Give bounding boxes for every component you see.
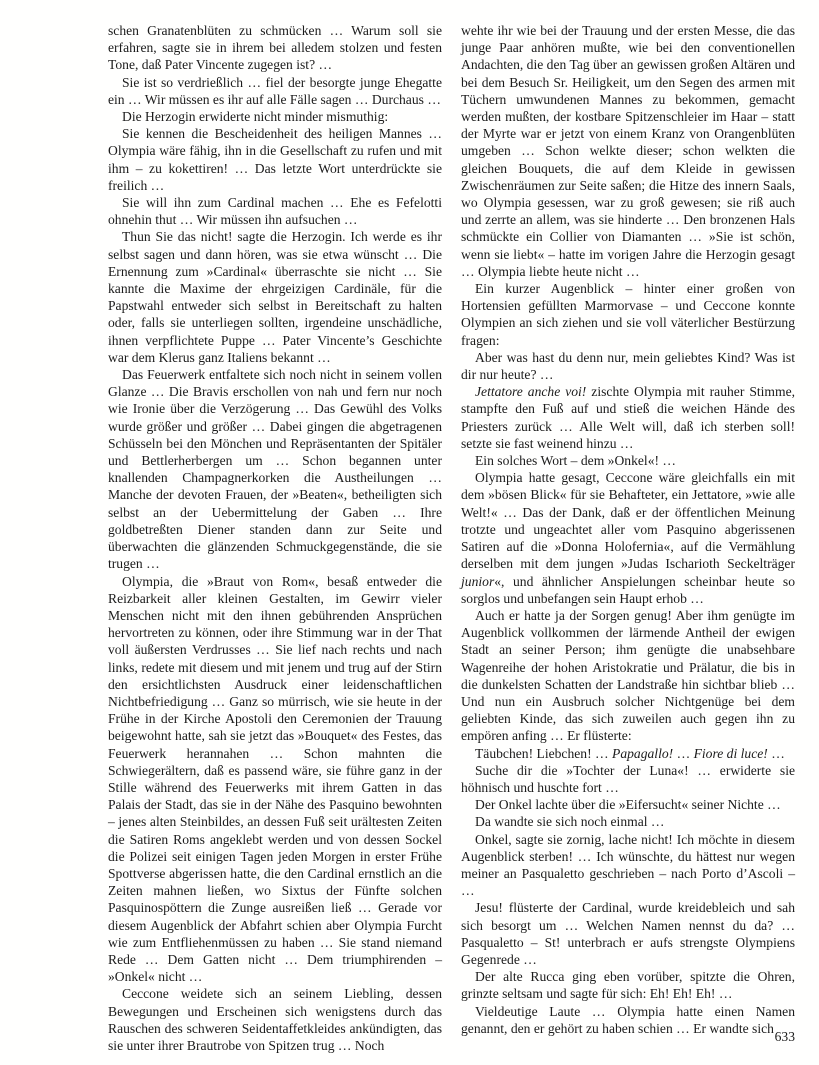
- page-number: 633: [774, 1029, 795, 1044]
- body-text: Ein solches Wort – dem »Onkel«! …: [475, 453, 677, 469]
- body-text: Thun Sie das nicht! sagte die Herzogin. Ich werde es ihr selbst sagen und dann hören, was sie etwa wünscht … Die Ernennung zum »Cardinal« überraschte sie nicht … Sie kannte die Maxime der ehrgeizigen Cardinäle, für die Papstwahl entweder sich selbst in Bereitschaft zu halten oder, falls sie unterliegen sollten, irgendeine unschädliche, ihnen verpflichtete Puppe … Pater Vincente’s Geschichte war dem Klerus ganz Italiens bekannt …: [108, 229, 442, 365]
- body-text: Die Herzogin erwiderte nicht minder mismuthig:: [122, 109, 389, 125]
- paragraph: [461, 280, 795, 349]
- body-text: Täubchen! Liebchen! …: [475, 745, 613, 761]
- paragraph: [461, 1003, 795, 1037]
- paragraph: [461, 745, 795, 762]
- body-text: schen Granatenblüten zu schmücken … Warum soll sie erfahren, sagte sie in ihrem bei alledem stolzen und festen Tone, daß Pater Vincente zugegen ist? …: [108, 23, 442, 73]
- body-text: «, und ähnlicher Anspielungen scheinbar heute so sorglos und unbefangen sein Haupt erhob …: [461, 573, 795, 606]
- body-text: Sie ist so verdrießlich … fiel der besorgte junge Ehegatte ein … Wir müssen es ihr auf alle Fälle sagen … Durchaus …: [108, 74, 442, 107]
- paragraph: [108, 228, 442, 366]
- paragraph: [461, 349, 795, 383]
- body-text: Aber was hast du denn nur, mein geliebtes Kind? Was ist dir nur heute? …: [461, 349, 795, 383]
- body-text: …: [767, 745, 785, 761]
- paragraph: [461, 22, 795, 280]
- italic-text: junior: [461, 573, 495, 589]
- column-right: [461, 22, 795, 1054]
- paragraph: [461, 383, 795, 452]
- body-text: Der Onkel lachte über die »Eifersucht« seiner Nichte …: [475, 797, 781, 813]
- body-text: Da wandte sie sich noch einmal …: [475, 814, 665, 830]
- paragraph: [461, 762, 795, 796]
- body-text: Das Feuerwerk entfaltete sich noch nicht in seinem vollen Glanze … Die Bravis erschollen von nah und fern nur noch wie Ironie über die Verzögerung … Das Gewühl des Volks wurde größer und größer … Dabei gingen die abgetragenen Schüsseln bei den Mönchen und Repräsentanten der Spitäler und Bettlerherbergen um … Schon begannen unter knallenden Champagnerkorken die Austheilungen … Manche der devoten Frauen, der »Beaten«, betheiligten sich selbst an der Uebermittelung der Gaben … Ihre goldbetreßten Diener standen dann zur Seite und überwachten die glänzenden Schmuckgegenstände, die sie trugen …: [108, 367, 442, 572]
- paragraph: [461, 607, 795, 745]
- column-left: [108, 22, 442, 1054]
- body-text: Auch er hatte ja der Sorgen genug! Aber ihm genügte im Augenblick vollkommen der lärmende Antheil der ewigen Stadt an seiner Person; ihm genügte die unabsehbare Wagenreihe der hohen Aristokratie und Prälatur, die bis in die dunkelsten Schatten der Landstraße hin sichtbar blieb … Und nun ein Ausbruch solcher Nichtgenüge bei dem geliebten Kinde, das sich zuweilen auch gegen ihn zu empören anfing … Er flüsterte:: [461, 607, 795, 744]
- paragraph: [461, 899, 795, 968]
- text-columns: [108, 22, 795, 1054]
- paragraph: [108, 194, 442, 228]
- paragraph: [108, 22, 442, 74]
- paragraph: [461, 452, 795, 469]
- body-text: Olympia, die »Braut von Rom«, besaß entweder die Reizbarkeit aller kleinen Gestalten, im Gewirr vieler Menschen nicht mit den ihnen gebührenden Ansprüchen hervortreten zu können, oder ihre Stimmung war in der That voll äußersten Verdrusses … Sie lief nach rechts und nach links, redete mit diesem und mit jenem und trug auf der Stirn den ersichtlichsten Ausdruck einer leidenschaftlichen Nichtbefriedigung … Ganz so mürrisch, wie sie heute in der Frühe in der Kirche Apostoli den Ceremonien der Trauung beigewohnt hatte, sah sie jetzt das »Bouquet« des Festes, das Feuerwerk herannahen … Schon mahnten die Schwiegerältern, daß es passend wäre, sie führe ganz in der Stille während des Feuerwerks mit ihrem Gatten in das Palais der Stadt, das sie in der Nähe des Pasquino bewohnten – jenes alten Steinbildes, an dessen Fuß seit urältesten Zeiten die Satiren Roms angeklebt werden und von dessen Sockel die Polizei seit einigen Tagen jeden Morgen in erster Frühe Spottverse abgerissen hatte, die den Cardinal ernstlich an die Zeiten mahnen ließen, wo Sixtus der Fünfte solchen Pasquinospöttern die Zunge ausreißen ließ … Gerade vor diesem Augenblick der Abfahrt schien aber Olympia Furcht wie zum Entfliehenmüssen zu haben … Sie stand niemand Rede … Dem Gatten nicht … Dem triumphirenden – »Onkel« nicht …: [108, 573, 442, 985]
- paragraph: [108, 985, 442, 1054]
- body-text: zischte Olympia mit rauher Stimme, stampfte den Fuß auf und stieß die weichen Hände des Priesters zurück … Alle Welt will, daß ich sterben soll! setzte sie fast weinend hinzu …: [461, 384, 796, 451]
- italic-text: Papagallo!: [612, 745, 674, 761]
- body-text: wehte ihr wie bei der Trauung und der ersten Messe, die das junge Paar anhören mußte, wie bei den conventionellen Andachten, die den Tag über an gewissen großen Altären und bei dem Besuch Sr. Heiligkeit, um den Segen des armen mit Tüchern umwundenen Mannes zu bekommen, gemacht werden mußten, der kostbare Spitzenschleier im Haar – statt der Myrte war er jetzt von einem Kranz von Orangenblüten umgeben … Schon welkte dieser; schon welkten die gleichen Bouquets, die auf dem Kleide in gewissen Zwischenräumen zur Seite saßen; die Hitze des innern Saals, wo Olympia gesessen, war zu groß gewesen; sie riß auch und zerrte an allem, was sie hinderte … Den bronzenen Hals schmückte ein Collier von Diamanten … »Sie ist schön, wenn sie liebt« – hatte im vorigen Jahre die Herzogin gesagt … Olympia liebte heute nicht …: [461, 23, 796, 279]
- body-text: Olympia hatte gesagt, Ceccone wäre gleichfalls ein mit dem »bösen Blick« für sie Behafteter, ein Jettatore, »wie alle Welt!« … Das der Dank, daß er der öffentlichen Meinung trotzte und ungeachtet aller vom Pasquino abgerissenen Satiren auf die »Donna Holofernia«, auf die Vermählung derselben mit dem jungen »Judas Ischarioth Seckelträger: [461, 470, 795, 572]
- body-text: Sie will ihn zum Cardinal machen … Ehe es Fefelotti ohnehin thut … Wir müssen ihn aufsuchen …: [108, 195, 442, 228]
- body-text: Ceccone weidete sich an seinem Liebling, dessen Bewegungen und Erscheinen sich wenigstens durch das Rauschen des schweren Seidentaffetkleides ankündigten, das sie unter ihrer Brautrobe von Spitzen trug … Noch: [108, 986, 442, 1053]
- paragraph: [461, 831, 795, 900]
- paragraph: [108, 573, 442, 986]
- paragraph: [108, 108, 442, 125]
- body-text: Onkel, sagte sie zornig, lache nicht! Ich möchte in diesem Augenblick sterben! … Ich wünschte, du hättest nur wegen meiner an Pasqualetto geschrieben – nach Porto d’Ascoli – …: [461, 831, 795, 899]
- body-text: …: [673, 745, 694, 761]
- paragraph: [461, 796, 795, 813]
- body-text: Sie kennen die Bescheidenheit des heiligen Mannes … Olympia wäre fähig, ihn in die Gesellschaft zu rufen und mit ihm – zu kokettiren! … Das letzte Wort unterdrückte sie freilich …: [108, 126, 442, 193]
- paragraph: [461, 469, 795, 607]
- body-text: Der alte Rucca ging eben vorüber, spitzte die Ohren, grinzte seltsam und sagte für sich: Eh! Eh! Eh! …: [461, 969, 795, 1002]
- paragraph: [461, 968, 795, 1002]
- paragraph: [108, 125, 442, 194]
- italic-text: Jettatore anche voi!: [475, 384, 587, 400]
- body-text: Jesu! flüsterte der Cardinal, wurde kreidebleich und sah sich besorgt um … Welchen Namen nennst du da? … Pasqualetto – St! unterbrach er aufs strengste Olympiens Gegenrede …: [461, 900, 795, 967]
- body-text: Ein kurzer Augenblick – hinter einer großen von Hortensien gefüllten Marmorvase – und Ceccone konnte Olympien an sich ziehen und sie voll väterlicher Bestürzung fragen:: [461, 281, 795, 348]
- body-text: Vieldeutige Laute … Olympia hatte einen Namen genannt, den er gehört zu haben schien … Er wandte sich: [461, 1003, 795, 1036]
- body-text: Suche dir die »Tochter der Luna«! … erwiderte sie höhnisch und huschte fort …: [461, 762, 795, 795]
- italic-text: Fiore di luce!: [693, 745, 768, 761]
- paragraph: [108, 74, 442, 108]
- paragraph: [461, 813, 795, 830]
- paragraph: [108, 366, 442, 572]
